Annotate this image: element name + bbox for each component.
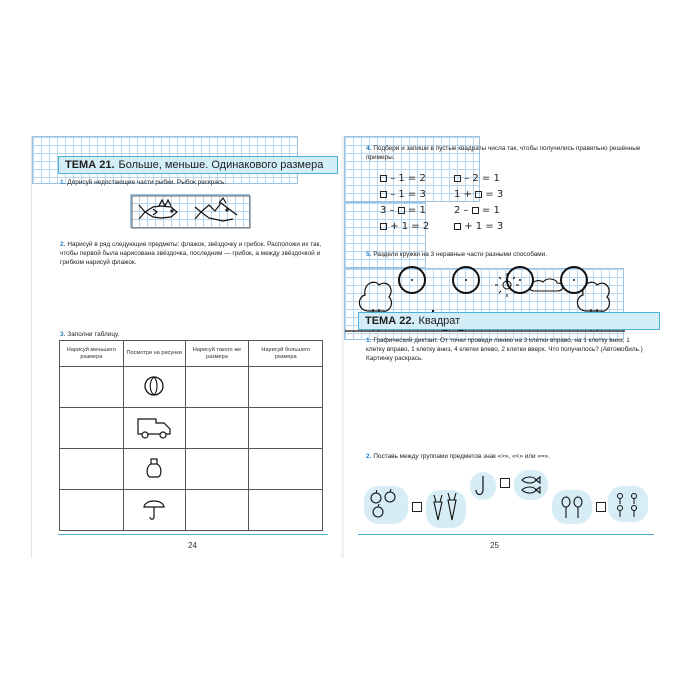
circle-2[interactable] (452, 266, 480, 294)
equation-3a (380, 205, 426, 216)
cell-draw-smaller[interactable] (60, 490, 124, 531)
cloud-icon (530, 279, 563, 291)
page-number: 24 (188, 541, 197, 550)
answer-box[interactable] (398, 207, 405, 214)
group-flowers (608, 486, 648, 522)
flowers-icon (608, 486, 648, 522)
circle-3[interactable] (506, 266, 534, 294)
task-4 (366, 144, 644, 162)
answer-box[interactable] (472, 207, 479, 214)
cell-picture (123, 408, 185, 449)
header-smaller: Нарисуй меньшего размера (60, 341, 124, 367)
equation-text: = 3 (482, 189, 504, 200)
cell-draw-same[interactable] (185, 490, 249, 531)
equation-2a (380, 189, 426, 200)
task-2-compare (366, 452, 648, 461)
cell-draw-smaller[interactable] (60, 408, 124, 449)
right-page (344, 136, 670, 558)
group-carrots (426, 490, 466, 528)
task-number: 2. (366, 453, 372, 460)
task-text: Подбери и запиши в пустые квадраты числа так, чтобы получились правильно решённые примеры. (366, 145, 641, 161)
topic-title: Квадрат (418, 315, 461, 327)
hook-icon (470, 472, 496, 500)
equation-2b (454, 189, 503, 200)
cell-draw-bigger[interactable] (249, 449, 323, 490)
cell-draw-bigger[interactable] (249, 490, 323, 531)
fish-right-icon (195, 198, 237, 221)
fish-grid (130, 194, 250, 228)
size-table (59, 340, 323, 531)
cell-draw-same[interactable] (185, 367, 249, 408)
cell-picture (123, 490, 185, 531)
ball-icon (143, 375, 165, 397)
equation-1a (380, 173, 426, 184)
table-row (60, 490, 323, 531)
left-page (32, 136, 344, 558)
cell-draw-smaller[interactable] (60, 449, 124, 490)
circle-1[interactable] (398, 266, 426, 294)
equation-4a (380, 221, 429, 232)
table-header-row (60, 341, 323, 367)
footer-line (58, 534, 328, 535)
equation-text: + 1 = 3 (464, 221, 504, 232)
footer-line (358, 534, 654, 535)
fish-left-icon (139, 200, 177, 219)
task-text: Графический диктант. От точки проведи линию на 3 клетки вправо, на 1 клетку вниз, 1 клетку вправо, 1 клетку вниз, 4 клетки влево, 2 клетки вверх. Что получилось? (Автомобиль.) Картинку раскрась. (366, 337, 643, 362)
cell-draw-same[interactable] (185, 408, 249, 449)
cell-picture (123, 449, 185, 490)
umbrella-icon (142, 496, 166, 522)
compare-sign-box-1[interactable] (412, 502, 422, 512)
equation-text: 1 + (454, 189, 476, 200)
vase-icon (144, 457, 164, 479)
cell-draw-bigger[interactable] (249, 367, 323, 408)
cell-picture (123, 367, 185, 408)
equation-text: + 1 = 2 (390, 221, 430, 232)
cell-draw-same[interactable] (185, 449, 249, 490)
task-1 (60, 178, 330, 187)
topic-22-header (358, 312, 660, 330)
topic-title: Больше, меньше. Одинакового размера (118, 159, 324, 171)
equation-4b (454, 221, 503, 232)
equation-text: – 2 = 1 (464, 173, 500, 184)
compare-sign-box-2[interactable] (500, 478, 510, 488)
task-text: Поставь между группами предметов знак «>», «<» или «=». (373, 453, 550, 460)
fish-drawing (131, 195, 251, 229)
topic-21-header (58, 156, 338, 174)
task-text: Дорисуй недостающие части рыбки. Рыбок раскрась. (67, 179, 227, 186)
carrots-icon (426, 490, 466, 528)
cell-draw-smaller[interactable] (60, 367, 124, 408)
answer-box[interactable] (454, 223, 461, 230)
task-3 (60, 330, 330, 339)
task-number: 2. (60, 241, 66, 248)
page-number: 25 (490, 541, 499, 550)
apples-icon (364, 486, 408, 524)
task-2 (60, 240, 330, 267)
answer-box[interactable] (454, 175, 461, 182)
task-number: 4. (366, 145, 372, 152)
task-1-dictation (366, 336, 648, 363)
group-balloons (552, 490, 592, 524)
compare-sign-box-3[interactable] (596, 502, 606, 512)
balloons-icon (552, 490, 592, 524)
equation-1b (454, 173, 500, 184)
answer-box[interactable] (380, 191, 387, 198)
task-text: Заполни таблицу. (67, 331, 120, 338)
topic-number: ТЕМА 21. (65, 159, 115, 171)
fish-group-icon (514, 470, 548, 500)
truck-icon (136, 415, 172, 439)
topic-number: ТЕМА 22. (365, 315, 415, 327)
header-same: Нарисуй такого же размера (185, 341, 249, 367)
table-row (60, 449, 323, 490)
equation-text: – 1 = 3 (390, 189, 426, 200)
table-row (60, 367, 323, 408)
table-row (60, 408, 323, 449)
task-text: Нарисуй в ряд следующие предметы: флажок, звёздочку и грибок. Расположи их так, чтобы первой была нарисована звёздочка, последним — грибок, а между звёздочкой и грибком нарисуй флажок. (60, 241, 322, 266)
task-number: 5. (366, 251, 372, 258)
equation-text: = 1 (404, 205, 426, 216)
circle-4[interactable] (560, 266, 588, 294)
equation-text: – 1 = 2 (390, 173, 426, 184)
task-number: 1. (60, 179, 66, 186)
group-apples (364, 486, 408, 524)
header-bigger: Нарисуй большего размера (249, 341, 323, 367)
group-fish (514, 470, 548, 500)
equation-text: 2 – (454, 205, 472, 216)
equation-text: 3 – (380, 205, 398, 216)
answer-box[interactable] (380, 223, 387, 230)
equation-3b (454, 205, 500, 216)
equation-text: = 1 (478, 205, 500, 216)
task-5 (366, 250, 644, 259)
answer-box[interactable] (380, 175, 387, 182)
task-number: 3. (60, 331, 66, 338)
group-hook (470, 472, 496, 500)
cell-draw-bigger[interactable] (249, 408, 323, 449)
task-text: Раздели кружки на 3 неравные части разными способами. (373, 251, 548, 258)
header-look: Посмотри на рисунки (123, 341, 185, 367)
task-number: 1. (366, 337, 372, 344)
